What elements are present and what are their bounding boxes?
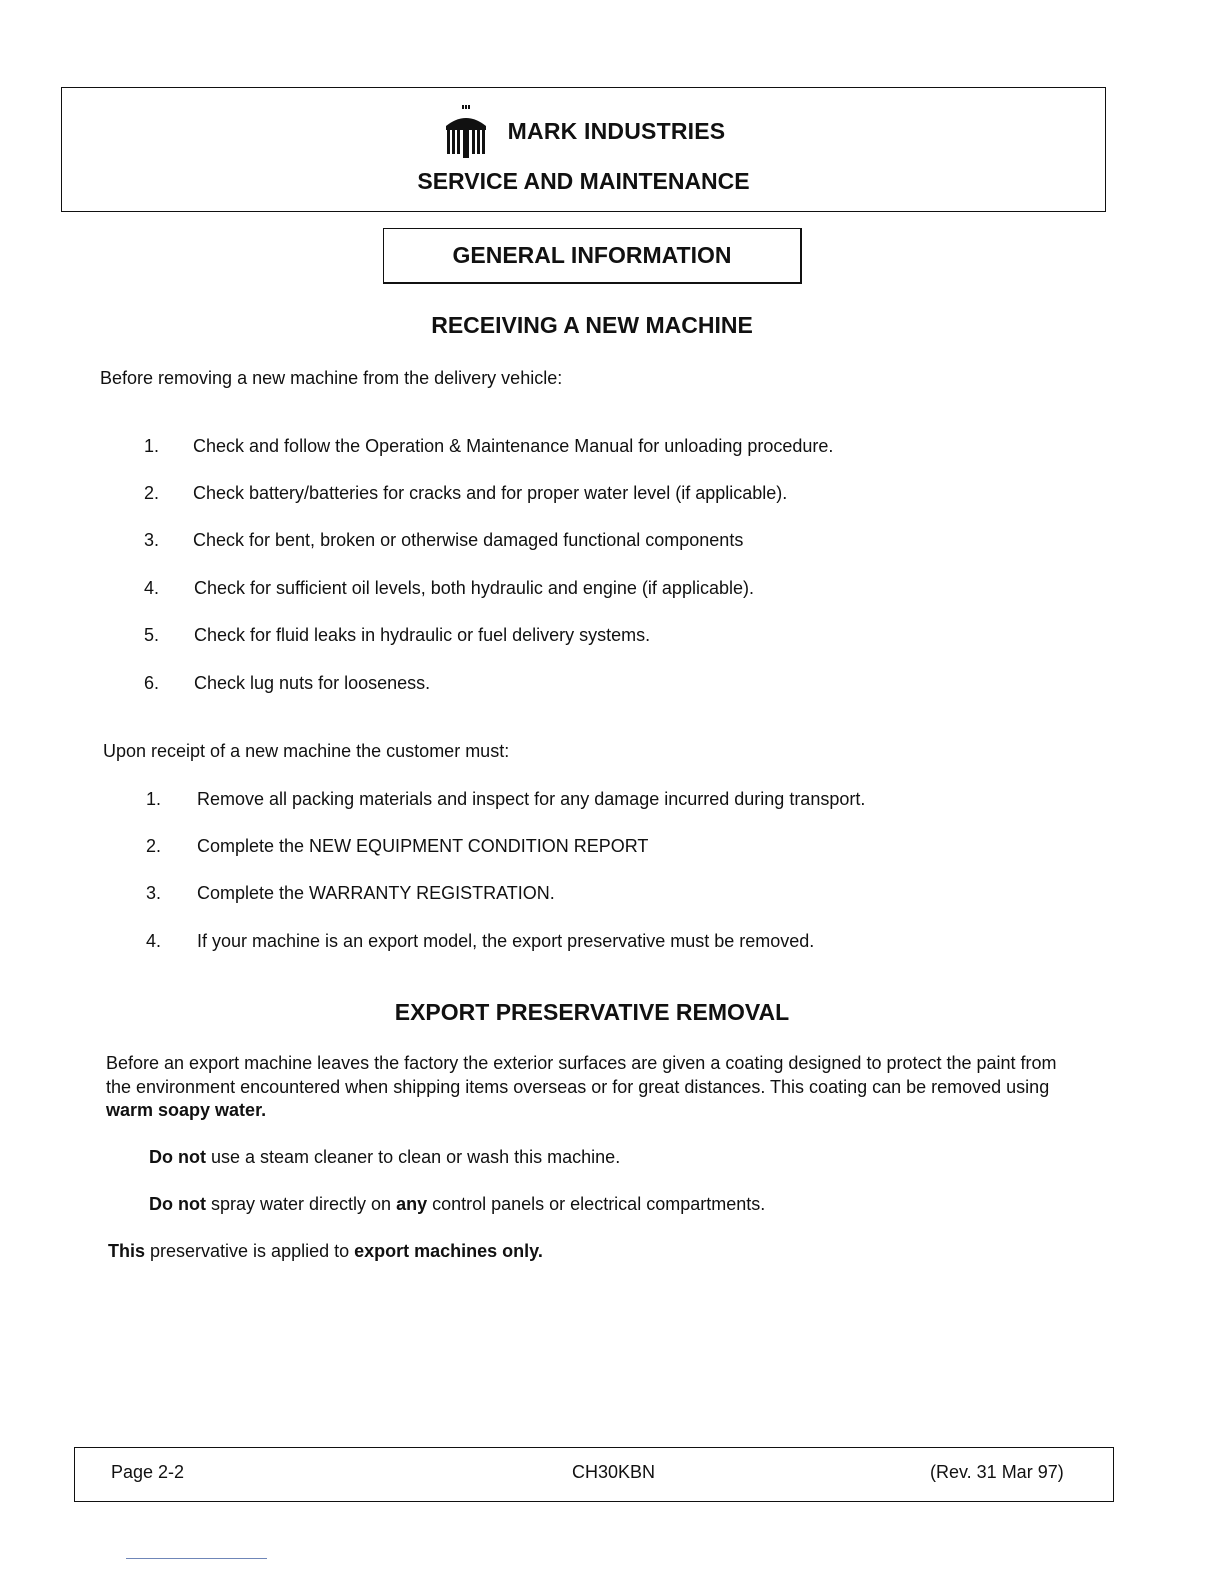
- list-item-number: 3.: [146, 883, 162, 903]
- document-header: [61, 87, 1106, 212]
- customer-intro: Upon receipt of a new machine the customer must:: [103, 741, 510, 761]
- section-title: GENERAL INFORMATION: [452, 242, 732, 268]
- company-line: [62, 104, 1105, 158]
- export-paragraph: [106, 1052, 1078, 1123]
- warning-spray-water: [149, 1193, 765, 1216]
- warning-text: spray water directly on: [205, 1194, 397, 1214]
- warning-text-end: control panels or electrical compartments.: [427, 1194, 766, 1214]
- receiving-heading: RECEIVING A NEW MACHINE: [431, 312, 753, 338]
- revision-date: (Rev. 31 Mar 97): [930, 1462, 1064, 1482]
- note-bold-end: export machines only.: [354, 1241, 543, 1261]
- list-item-text: Check battery/batteries for cracks and for proper water level (if applicable).: [193, 483, 788, 503]
- list-item-text: Complete the NEW EQUIPMENT CONDITION REPORT: [197, 836, 649, 856]
- list-item-number: 2.: [144, 483, 160, 503]
- list-item-text: Check for bent, broken or otherwise damaged functional components: [193, 530, 744, 550]
- list-item-number: 5.: [144, 625, 160, 645]
- list-item-number: 4.: [146, 931, 162, 951]
- export-paragraph-text: Before an export machine leaves the factory the exterior surfaces are given a coating designed to protect the paint from the environment encountered when shipping items overseas or for great distances. This coating can be removed using: [106, 1053, 1057, 1097]
- warning-bold-any: any: [396, 1194, 428, 1214]
- list-item-text: Remove all packing materials and inspect for any damage incurred during transport.: [197, 789, 866, 809]
- page-number: Page 2-2: [111, 1462, 185, 1482]
- export-paragraph-bold: warm soapy water: [106, 1100, 262, 1120]
- list-item-text: Check and follow the Operation & Maintenance Manual for unloading procedure.: [193, 436, 834, 456]
- list-item-number: 3.: [144, 530, 160, 550]
- note-text: preservative is applied to: [145, 1241, 355, 1261]
- section-title-box: [383, 228, 802, 284]
- list-item-number: 2.: [146, 836, 162, 856]
- document-footer: [74, 1447, 1114, 1502]
- warning-bold: Do not: [149, 1194, 206, 1214]
- list-item-text: Complete the WARRANTY REGISTRATION.: [197, 883, 555, 903]
- receiving-intro: Before removing a new machine from the delivery vehicle:: [100, 368, 563, 388]
- mark-industries-logo-icon: [442, 104, 490, 158]
- export-heading: EXPORT PRESERVATIVE REMOVAL: [394, 999, 790, 1025]
- warning-bold: Do not: [149, 1147, 206, 1167]
- note-bold: This: [108, 1241, 146, 1261]
- export-note: [108, 1240, 543, 1263]
- list-item-number: 6.: [144, 673, 160, 693]
- list-item-number: 4.: [144, 578, 160, 598]
- list-item-text: Check for fluid leaks in hydraulic or fuel delivery systems.: [194, 625, 651, 645]
- export-paragraph-end: .: [261, 1100, 267, 1120]
- model-code: CH30KBN: [572, 1462, 656, 1482]
- list-item-number: 1.: [146, 789, 162, 809]
- division-title: SERVICE AND MAINTENANCE: [417, 168, 750, 194]
- list-item-text: Check for sufficient oil levels, both hydraulic and engine (if applicable).: [194, 578, 754, 598]
- warning-text: use a steam cleaner to clean or wash this machine.: [205, 1147, 621, 1167]
- list-item-number: 1.: [144, 436, 160, 456]
- company-name: MARK INDUSTRIES: [507, 117, 726, 144]
- bottom-rule: [126, 1558, 267, 1559]
- list-item-text: If your machine is an export model, the export preservative must be removed.: [197, 931, 815, 951]
- warning-steam-cleaner: [149, 1146, 620, 1169]
- list-item-text: Check lug nuts for looseness.: [194, 673, 431, 693]
